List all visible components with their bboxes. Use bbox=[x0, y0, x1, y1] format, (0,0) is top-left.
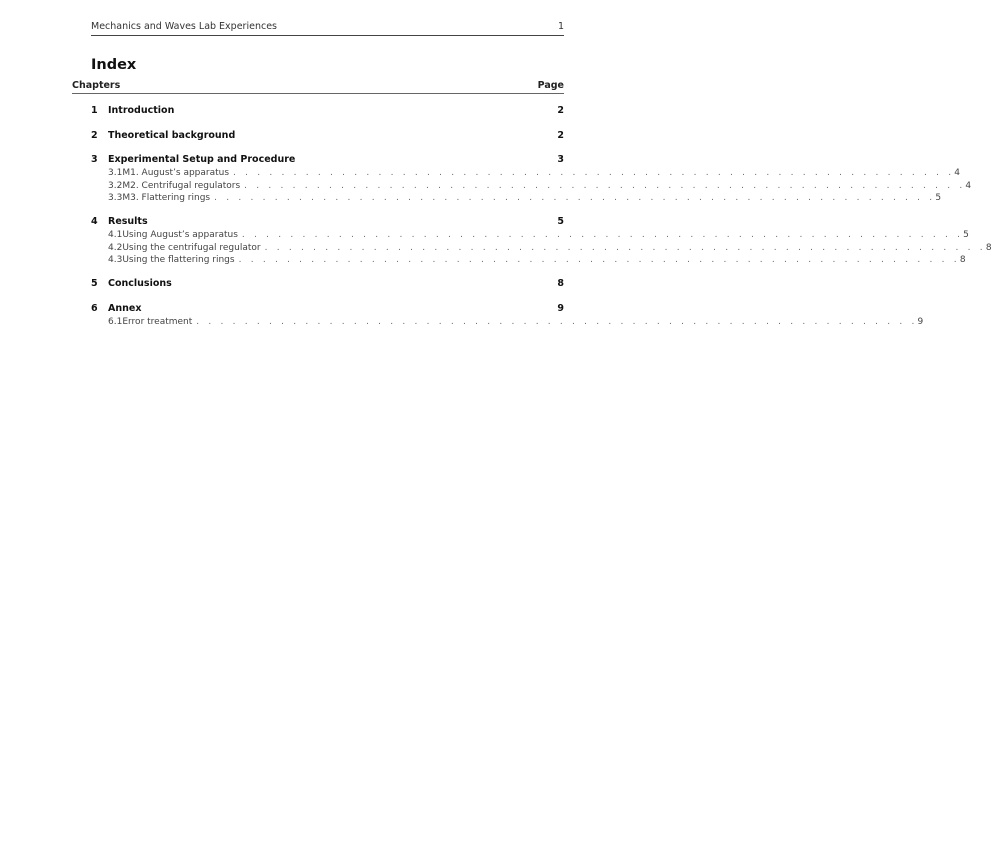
chapter-page: 3 bbox=[557, 154, 564, 165]
dot-leader: . . . . . . . . . . . . . . . . . . . . . . . . . . . . . . . . . . . . . . . . . . . . . . . . . . . . . . . . . . . . bbox=[214, 193, 936, 203]
chapter-number: 1 bbox=[91, 105, 98, 116]
toc-chapter-entry[interactable] bbox=[91, 215, 564, 229]
toc-section-entry[interactable] bbox=[91, 229, 969, 242]
section-page: 9 bbox=[917, 316, 924, 327]
chapter-title: Results bbox=[108, 216, 148, 227]
section-number: 4.1 bbox=[108, 230, 123, 240]
header-title: Mechanics and Waves Lab Experiences bbox=[91, 21, 277, 32]
section-page: 4 bbox=[965, 180, 972, 191]
dot-leader: . . . . . . . . . . . . . . . . . . . . . . . . . . . . . . . . . . . . . . . . . . . . . . . . . . . . . . . . . . . . bbox=[264, 242, 986, 253]
chapter-page: 8 bbox=[557, 278, 564, 289]
toc-section-entry[interactable] bbox=[91, 180, 972, 193]
section-number: 4.2 bbox=[108, 242, 123, 253]
dot-leader: . . . . . . . . . . . . . . . . . . . . . . . . . . . . . . . . . . . . . . . . . . . . . . . . . . . . . . . . . . . . bbox=[196, 316, 918, 327]
dot-leader: . . . . . . . . . . . . . . . . . . . . . . . . . . . . . . . . . . . . . . . . . . . . . . . . . . . . . . . . . . . . bbox=[241, 230, 964, 240]
chapter-number: 5 bbox=[91, 278, 98, 289]
section-number: 6.1 bbox=[108, 316, 123, 327]
chapter-title: Theoretical background bbox=[108, 129, 236, 141]
chapter-number: 6 bbox=[91, 302, 98, 314]
running-header bbox=[91, 21, 564, 36]
chapters-column-label: Chapters bbox=[72, 80, 121, 91]
section-title: Using the flattering rings bbox=[122, 255, 235, 265]
toc-chapter-entry[interactable] bbox=[91, 129, 564, 143]
section-number: 4.3 bbox=[108, 255, 123, 265]
page-column-label: Page bbox=[537, 80, 564, 91]
section-page: 4 bbox=[954, 168, 961, 178]
toc-chapter-entry[interactable] bbox=[91, 153, 564, 167]
section-page: 8 bbox=[985, 242, 992, 253]
dot-leader: . . . . . . . . . . . . . . . . . . . . . . . . . . . . . . . . . . . . . . . . . . . . . . . . . . . . . . . . . . . . bbox=[238, 255, 960, 265]
chapter-title: Introduction bbox=[108, 105, 175, 116]
table-of-contents bbox=[91, 104, 992, 328]
section-page: 5 bbox=[963, 230, 969, 240]
toc-chapter-entry[interactable] bbox=[91, 302, 564, 316]
toc-chapter-entry[interactable] bbox=[91, 104, 564, 118]
toc-section-entry[interactable] bbox=[91, 254, 966, 267]
toc-column-header bbox=[72, 80, 564, 94]
toc-chapter-entry[interactable] bbox=[91, 277, 564, 291]
section-title: M1. August’s apparatus bbox=[122, 168, 230, 178]
section-title: Using August’s apparatus bbox=[122, 230, 238, 240]
section-number: 3.2 bbox=[108, 180, 123, 191]
chapter-number: 4 bbox=[91, 216, 98, 227]
chapter-title: Annex bbox=[108, 302, 142, 314]
header-page-number: 1 bbox=[557, 21, 564, 32]
toc-section-entry[interactable] bbox=[91, 242, 992, 255]
dot-leader: . . . . . . . . . . . . . . . . . . . . . . . . . . . . . . . . . . . . . . . . . . . . . . . . . . . . . . . . . . . . bbox=[244, 180, 966, 191]
toc-section-entry[interactable] bbox=[91, 167, 961, 180]
dot-leader: . . . . . . . . . . . . . . . . . . . . . . . . . . . . . . . . . . . . . . . . . . . . . . . . . . . . . . . . . . . . bbox=[233, 168, 955, 178]
chapter-title: Conclusions bbox=[108, 278, 172, 289]
chapter-title: Experimental Setup and Procedure bbox=[108, 154, 296, 165]
toc-section-entry[interactable] bbox=[91, 192, 942, 205]
chapter-number: 2 bbox=[91, 129, 98, 141]
section-title: Error treatment bbox=[122, 316, 193, 327]
section-title: Using the centrifugal regulator bbox=[122, 242, 261, 253]
chapter-page: 5 bbox=[557, 216, 564, 227]
section-number: 3.3 bbox=[108, 193, 123, 203]
chapter-number: 3 bbox=[91, 154, 98, 165]
chapter-page: 2 bbox=[557, 105, 564, 116]
section-number: 3.1 bbox=[108, 168, 123, 178]
section-title: M3. Flattering rings bbox=[122, 193, 211, 203]
section-page: 5 bbox=[935, 193, 942, 203]
chapter-page: 2 bbox=[557, 129, 564, 141]
section-page: 8 bbox=[959, 255, 966, 265]
chapter-page: 9 bbox=[557, 302, 564, 314]
toc-section-entry[interactable] bbox=[91, 316, 924, 329]
section-title: M2. Centrifugal regulators bbox=[122, 180, 241, 191]
index-title: Index bbox=[91, 57, 137, 73]
